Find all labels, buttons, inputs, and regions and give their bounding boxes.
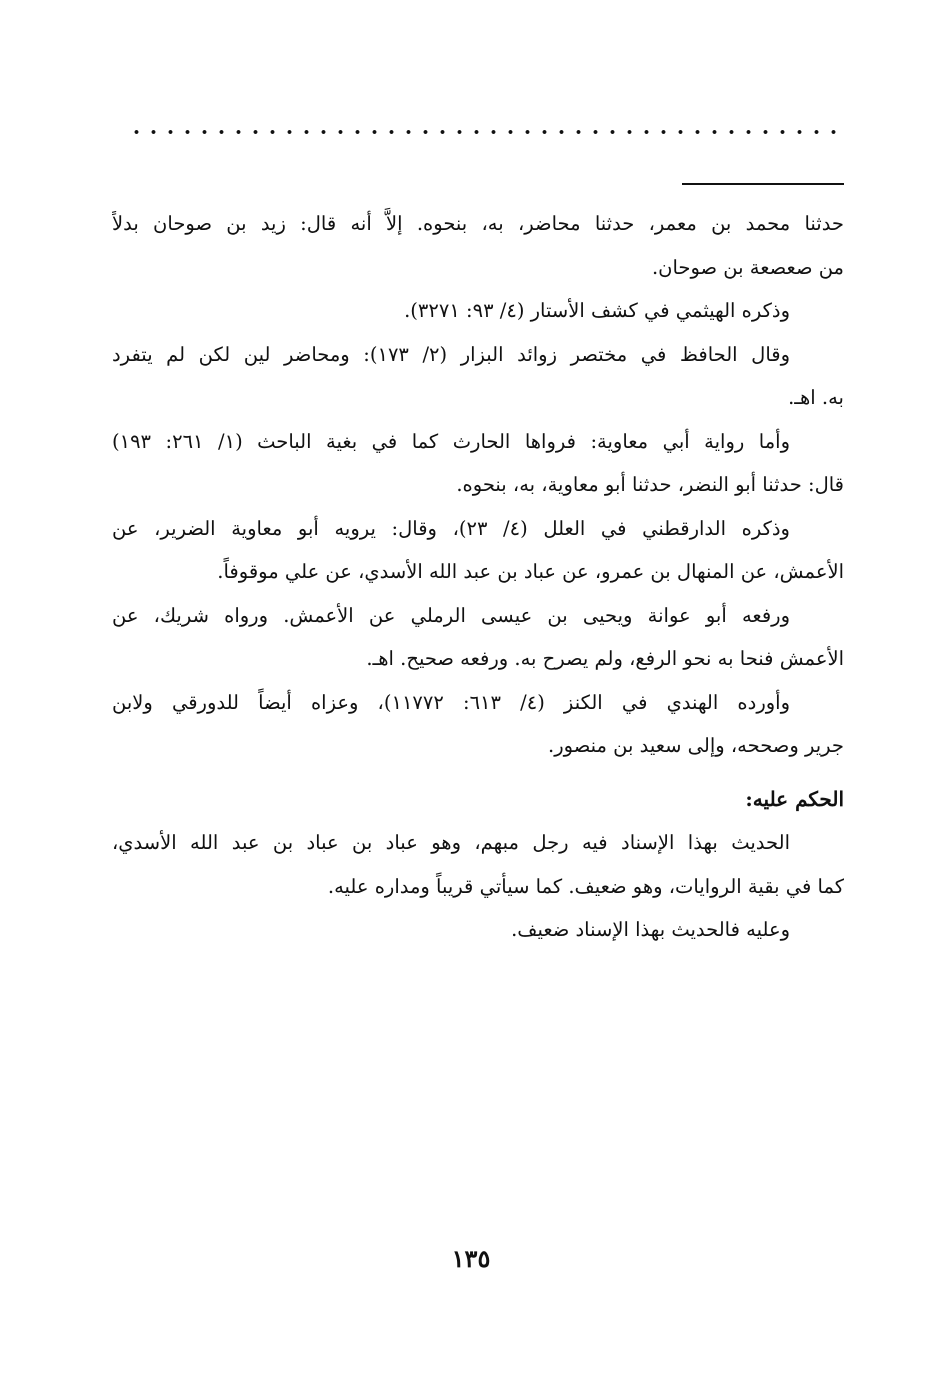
- page-number: ١٣٥: [451, 1244, 491, 1273]
- ruling-heading: الحكم عليه:: [745, 786, 844, 811]
- text-line: الأعمش، عن المنهال بن عمرو، عن عباد بن عبد الله الأسدي، عن علي موقوفاً.: [217, 560, 844, 583]
- text-line: كما في بقية الروايات، وهو ضعيف. كما سيأتي قريباً ومداره عليه.: [327, 874, 844, 898]
- text-line: حدثنا محمد بن معمر، حدثنا محاضر، به، بنحوه. إلاَّ أنه قال: زيد بن صوحان بدلاً: [112, 212, 844, 235]
- text-line: وأورده الهندي في الكنز (٤/ ٦١٣: ١١٧٧٢)، وعزاه أيضاً للدورقي ولابن: [112, 690, 791, 714]
- text-line: وعليه فالحديث بهذا الإسناد ضعيف.: [511, 918, 790, 941]
- text-line: قال: حدثنا أبو النضر، حدثنا أبو معاوية، به، بنحوه.: [456, 473, 844, 496]
- ruling-text: [112, 821, 844, 952]
- page-body: [112, 202, 844, 952]
- text-line: جرير وصححه، وإلى سعيد بن منصور.: [548, 734, 844, 757]
- footnote-rule: [682, 183, 844, 185]
- text-line: وذكره الهيثمي في كشف الأستار (٤/ ٩٣: ٣٢٧١).: [404, 299, 790, 322]
- footnote-text: [112, 202, 844, 768]
- text-line: الأعمش فنحا به نحو الرفع، ولم يصرح به. ورفعه صحيح. اهـ.: [366, 647, 844, 670]
- text-line: ورفعه أبو عوانة ويحيى بن عيسى الرملي عن الأعمش. ورواه شريك، عن: [112, 603, 790, 627]
- dotted-separator: [128, 129, 844, 135]
- text-line: وأما رواية أبي معاوية: فرواها الحارث كما في بغية الباحث (١/ ٢٦١: ١٩٣): [112, 429, 790, 453]
- text-line: وذكره الدارقطني في العلل (٤/ ٢٣)، وقال: يرويه أبو معاوية الضرير، عن: [112, 516, 790, 540]
- text-line: الحديث بهذا الإسناد فيه رجل مبهم، وهو عباد بن عباد بن عبد الله الأسدي،: [112, 831, 790, 854]
- text-line: وقال الحافظ في مختصر زوائد البزار (٢/ ١٧٣): ومحاضر لين لكن لم يتفرد: [112, 342, 791, 366]
- text-line: من صعصعة بن صوحان.: [651, 255, 844, 279]
- text-line: به. اهـ.: [788, 386, 844, 409]
